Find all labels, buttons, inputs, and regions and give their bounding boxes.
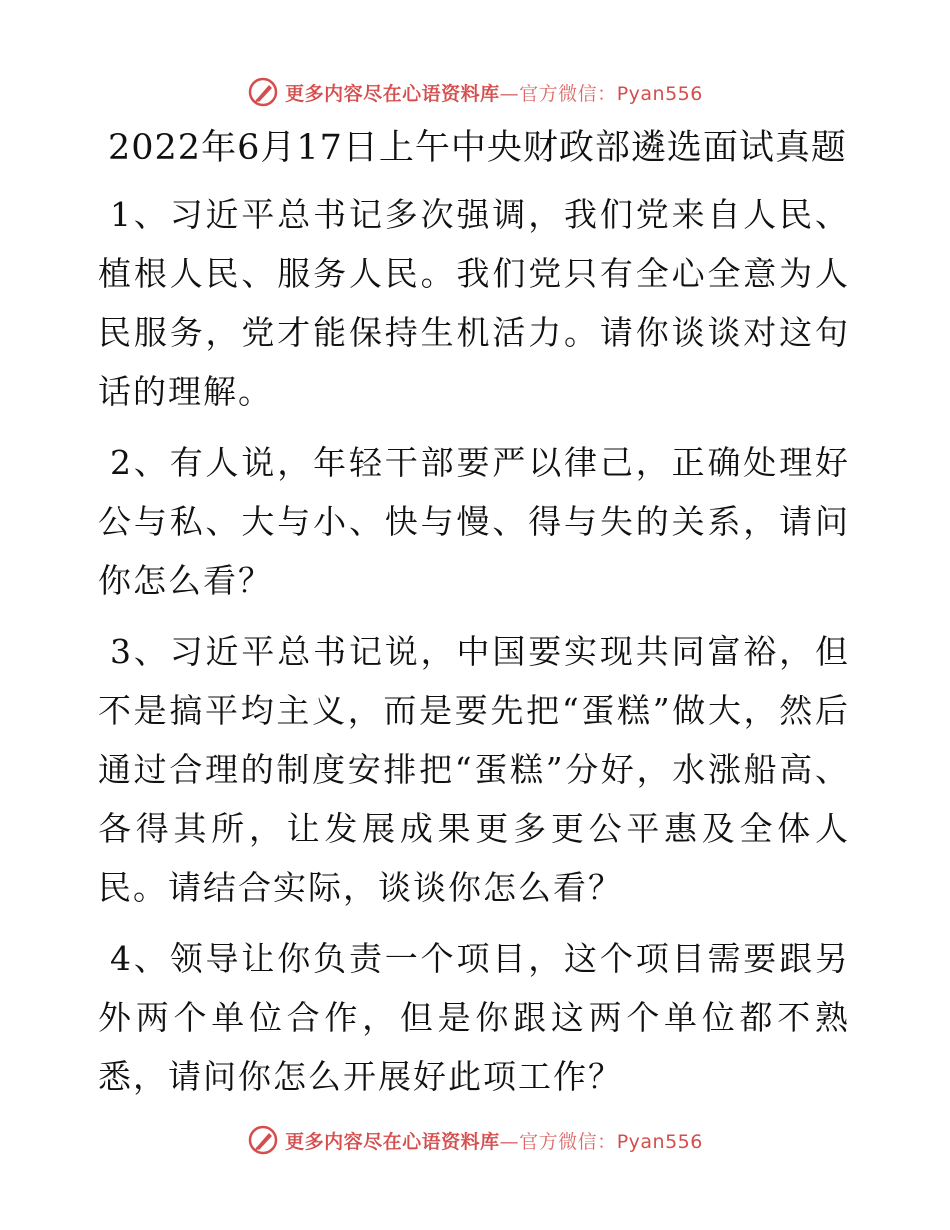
question-3: 3、习近平总书记说，中国要实现共同富裕，但不是搞平均主义，而是要先把“蛋糕”做大，然后通过合理的制度安排把“蛋糕”分好，水涨船高、各得其所，让发展成果更多更公平惠及全体人民。请结合实际，谈谈你怎么看？	[98, 632, 850, 907]
question-2: 2、有人说，年轻干部要严以律己，正确处理好公与私、大与小、快与慢、得与失的关系，请问你怎么看？	[98, 443, 850, 600]
watermark-separator: —官方微信：	[499, 82, 617, 105]
watermark-main: 更多内容尽在心语资料库	[285, 1130, 500, 1153]
watermark-wechat-id: Pyan556	[616, 1130, 703, 1153]
quill-logo-icon	[247, 1124, 279, 1156]
question-1: 1、习近平总书记多次强调，我们党来自人民、植根人民、服务人民。我们党只有全心全意为人民服务，党才能保持生机活力。请你谈谈对这句话的理解。	[98, 195, 850, 411]
watermark-wechat-id: Pyan556	[616, 82, 703, 105]
question-list	[98, 185, 850, 1118]
page-title: 2022年6月17日上午中央财政部遴选面试真题	[108, 128, 847, 168]
question-4: 4、领导让你负责一个项目，这个项目需要跟另外两个单位合作，但是你跟这两个单位都不熟悉，请问你怎么开展好此项工作？	[98, 939, 850, 1096]
watermark-separator: —官方微信：	[499, 1130, 617, 1153]
footer-watermark	[0, 1120, 950, 1160]
watermark-text	[285, 79, 703, 106]
quill-logo-icon	[247, 76, 279, 108]
watermark-main: 更多内容尽在心语资料库	[285, 82, 500, 105]
header-watermark	[0, 72, 950, 112]
watermark-text	[285, 1127, 703, 1154]
